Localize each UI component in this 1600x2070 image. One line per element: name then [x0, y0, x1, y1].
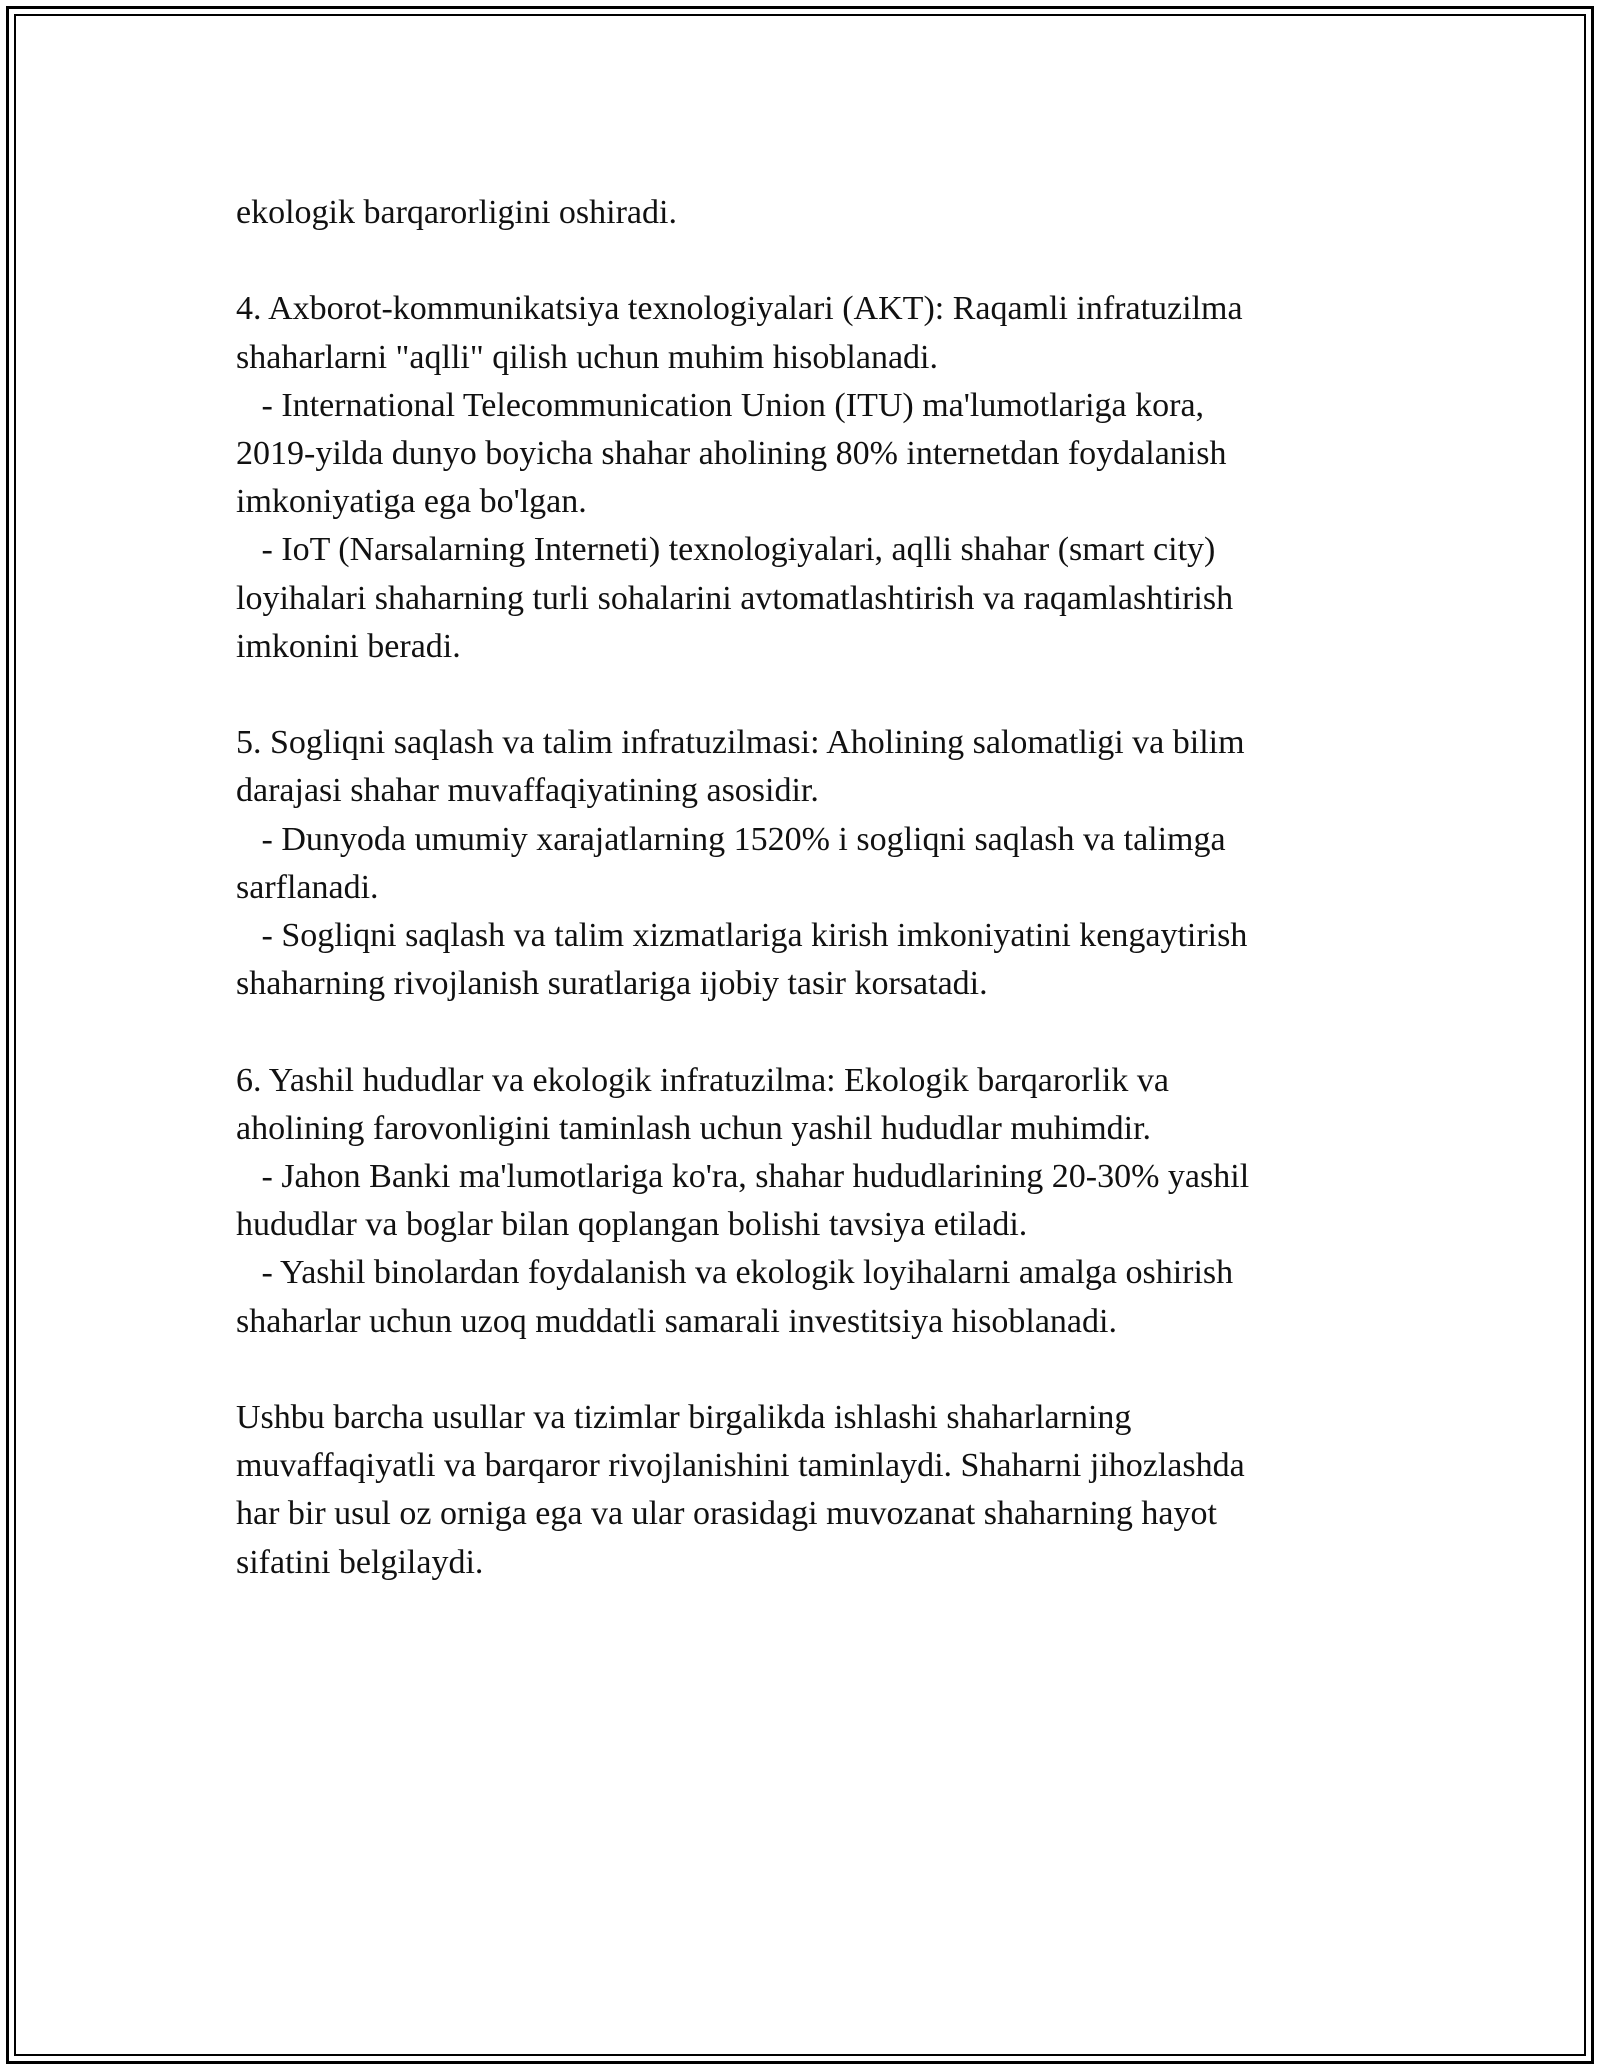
bullet-item: - International Telecommunication Union (ITU) ma'lumotlariga kora, — [236, 386, 1205, 424]
bullet-item: - Jahon Banki ma'lumotlariga ko'ra, shahar hududlarining 20-30% yashil — [236, 1158, 1250, 1196]
conclusion-line: sifatini belgilaydi. — [236, 1543, 484, 1581]
bullet-item: - IoT (Narsalarning Interneti) texnologiyalari, aqlli shahar (smart city) — [236, 531, 1216, 569]
blank-line — [236, 1346, 1366, 1394]
text-line: loyihalari shaharning turli sohalarini avtomatlashtirish va raqamlashtirish — [236, 579, 1234, 617]
text-line: aholining farovonligini taminlash uchun yashil hududlar muhimdir. — [236, 1109, 1152, 1147]
section-4-heading: 4. Axborot-kommunikatsiya texnologiyalari (AKT): Raqamli infratuzilma — [236, 290, 1243, 328]
blank-line — [236, 1008, 1366, 1056]
text-line: hududlar va boglar bilan qoplangan bolishi tavsiya etiladi. — [236, 1206, 1028, 1244]
text-line: imkoniyatiga ega bo'lgan. — [236, 483, 587, 521]
bullet-item: - Sogliqni saqlash va talim xizmatlariga kirish imkoniyatini kengaytirish — [236, 917, 1248, 955]
bullet-item: - Yashil binolardan foydalanish va ekologik loyihalarni amalga oshirish — [236, 1254, 1234, 1292]
section-6-heading: 6. Yashil hududlar va ekologik infratuzilma: Ekologik barqarorlik va — [236, 1061, 1169, 1099]
text-line: ekologik barqarorligini oshiradi. — [236, 194, 677, 231]
text-line: imkonini beradi. — [236, 627, 461, 665]
blank-line — [236, 671, 1366, 719]
bullet-item: - Dunyoda umumiy xarajatlarning 1520% i sogliqni saqlash va talimga — [236, 820, 1226, 858]
section-5-heading: 5. Sogliqni saqlash va talim infratuzilmasi: Aholining salomatligi va bilim — [236, 724, 1245, 762]
conclusion-line: har bir usul oz orniga ega va ular orasidagi muvozanat shaharning hayot — [236, 1495, 1217, 1533]
document-body — [236, 189, 1366, 1587]
conclusion-line: Ushbu barcha usullar va tizimlar birgalikda ishlashi shaharlarning — [236, 1399, 1132, 1437]
conclusion-line: muvaffaqiyatli va barqaror rivojlanishini taminlaydi. Shaharni jihozlashda — [236, 1447, 1245, 1485]
text-line: shaharning rivojlanish suratlariga ijobiy tasir korsatadi. — [236, 965, 988, 1003]
text-line: sarflanadi. — [236, 868, 379, 906]
text-line: darajasi shahar muvaffaqiyatining asosidir. — [236, 772, 819, 810]
text-line: shaharlarni "aqlli" qilish uchun muhim hisoblanadi. — [236, 338, 938, 376]
text-line: shaharlar uchun uzoq muddatli samarali investitsiya hisoblanadi. — [236, 1302, 1117, 1340]
text-line: 2019-yilda dunyo boyicha shahar aholining 80% internetdan foydalanish — [236, 435, 1227, 472]
blank-line — [236, 237, 1366, 285]
